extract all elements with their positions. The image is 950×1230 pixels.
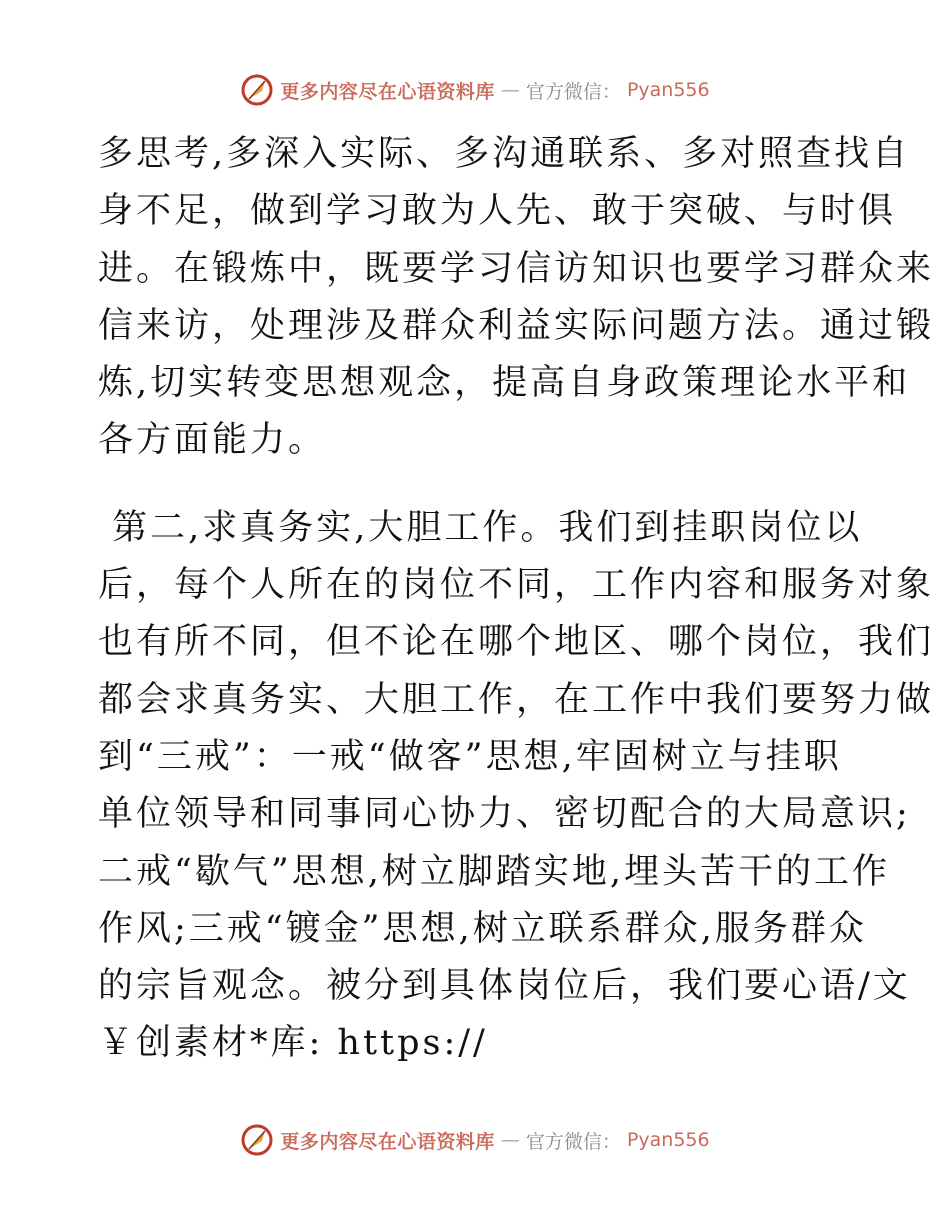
document-body bbox=[98, 126, 935, 1073]
paragraph-1 bbox=[98, 126, 935, 470]
text-line: 的宗旨观念。被分到具体岗位后，我们要心语/文 bbox=[98, 966, 911, 1007]
text-line: ￥创素材*库: https:// bbox=[98, 1023, 488, 1064]
text-line: 作风;三戒“镀金”思想,树立联系群众,服务群众 bbox=[98, 908, 867, 949]
header-banner-content bbox=[240, 73, 709, 107]
text-line: 信来访，处理涉及群众利益实际问题方法。通过锻 bbox=[98, 305, 935, 346]
banner-wechat-id: Pyan556 bbox=[626, 79, 710, 101]
text-line: 二戒“歇气”思想,树立脚踏实地,埋头苦干的工作 bbox=[98, 851, 891, 892]
text-line: 进。在锻炼中，既要学习信访知识也要学习群众来 bbox=[98, 248, 935, 289]
feather-pen-circle-icon bbox=[240, 73, 274, 107]
header-banner bbox=[0, 70, 950, 110]
banner-official-label: 官方微信： bbox=[525, 1130, 621, 1153]
text-line: 各方面能力。 bbox=[98, 420, 327, 461]
banner-site-text: 更多内容尽在心语资料库 bbox=[280, 80, 495, 103]
banner-separator: — bbox=[500, 79, 520, 101]
text-line: 第二,求真务实,大胆工作。我们到挂职岗位以 bbox=[98, 507, 863, 548]
footer-banner-content bbox=[240, 1123, 709, 1157]
text-line: 都会求真务实、大胆工作，在工作中我们要努力做 bbox=[98, 679, 935, 720]
text-line: 后，每个人所在的岗位不同，工作内容和服务对象 bbox=[98, 565, 935, 606]
text-line: 身不足，做到学习敢为人先、敢于突破、与时俱 bbox=[98, 191, 897, 232]
text-line: 炼,切实转变思想观念，提高自身政策理论水平和 bbox=[98, 363, 911, 404]
text-line: 多思考,多深入实际、多沟通联系、多对照查找自 bbox=[98, 134, 911, 174]
banner-site-text: 更多内容尽在心语资料库 bbox=[280, 1130, 495, 1153]
text-line: 单位领导和同事同心协力、密切配合的大局意识; bbox=[98, 794, 911, 835]
banner-separator: — bbox=[500, 1129, 520, 1151]
banner-official-label: 官方微信： bbox=[525, 80, 621, 103]
footer-banner bbox=[0, 1120, 950, 1160]
text-line: 到“三戒”：一戒“做客”思想,牢固树立与挂职 bbox=[98, 736, 842, 777]
banner-wechat-id: Pyan556 bbox=[626, 1129, 710, 1151]
paragraph-2 bbox=[98, 500, 935, 1073]
feather-pen-circle-icon bbox=[240, 1123, 274, 1157]
text-line: 也有所不同，但不论在哪个地区、哪个岗位，我们 bbox=[98, 622, 935, 663]
